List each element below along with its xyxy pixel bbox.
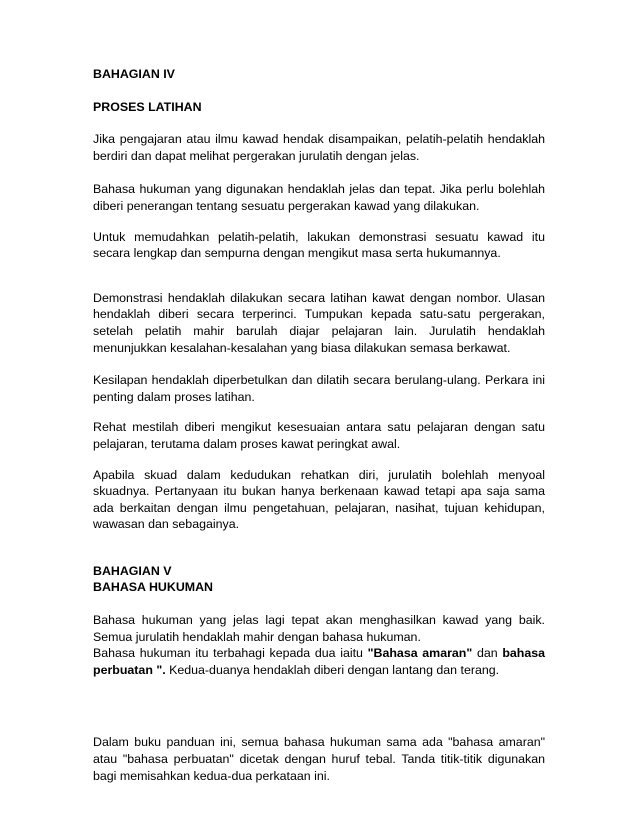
paragraph-4-7: Apabila skuad dalam kedudukan rehatkan diri, jurulatih bolehlah menyoal skuadnya. Pertanyaan itu bukan hanya berkenaan kawad tetapi apa saja sama ada berkaitan dengan ilmu pengetahuan, pelajaran, nasihat, tujuan kehidupan, wawasan dan sebagainya.: [93, 467, 545, 532]
paragraph-4-2: Bahasa hukuman yang digunakan hendaklah jelas dan tepat. Jika perlu bolehlah diberi penerangan tentang sesuatu pergerakan kawad yang dilakukan.: [93, 182, 545, 213]
bahasa-amaran-label: "Bahasa amaran": [367, 646, 473, 661]
paragraph-5-2: Dalam buku panduan ini, semua bahasa hukuman sama ada "bahasa amaran" atau "bahasa perbuatan" dicetak dengan huruf tebal. Tanda titik-titik digunakan bagi memisahkan kedua-dua perkataan ini.: [93, 735, 545, 783]
paragraph-5-1-suffix: Kedua-duanya hendaklah diberi dengan lantang dan terang.: [165, 662, 500, 677]
paragraph-4-1: Jika pengajaran atau ilmu kawad hendak disampaikan, pelatih-pelatih hendaklah berdiri dan dapat melihat pergerakan jurulatih dengan jelas.: [93, 132, 545, 163]
paragraph-5-1-prefix: Bahasa hukuman itu terbahagi kepada dua iaitu: [93, 646, 368, 661]
paragraph-5-1-mid: dan: [472, 646, 503, 661]
document-page: [93, 66, 545, 784]
paragraph-5-1: [93, 612, 545, 678]
section-5-subtitle: BAHASA HUKUMAN: [93, 580, 213, 595]
paragraph-4-5: Kesilapan hendaklah diperbetulkan dan dilatih secara berulang-ulang. Perkara ini penting dalam proses latihan.: [93, 373, 545, 404]
bahasa-perbuatan-label: bahasa perbuatan ".: [93, 646, 546, 677]
section-4-subtitle: PROSES LATIHAN: [93, 99, 202, 114]
paragraph-4-6: Rehat mestilah diberi mengikut kesesuaian antara satu pelajaran dengan satu pelajaran, terutama dalam proses kawat peringkat awal.: [93, 420, 545, 451]
paragraph-4-3: Untuk memudahkan pelatih-pelatih, lakukan demonstrasi sesuatu kawad itu secara lengkap dan sempurna dengan mengikut masa serta hukumannya.: [93, 229, 545, 261]
paragraph-4-4: Demonstrasi hendaklah dilakukan secara latihan kawat dengan nombor. Ulasan hendaklah diberi secara terperinci. Tumpukan kepada satu-satu pergerakan, setelah pelatih mahir barulah diajar pelajaran lain. Jurulatih hendaklah menunjukkan kesalahan-kesalahan yang biasa dilakukan semasa berkawat.: [93, 290, 545, 355]
section-4-title: BAHAGIAN IV: [93, 67, 175, 81]
section-5-title: BAHAGIAN V: [93, 563, 172, 578]
paragraph-5-1-line1: Bahasa hukuman yang jelas lagi tepat akan menghasilkan kawad yang baik. Semua jurulatih hendaklah mahir dengan bahasa hukuman.: [93, 613, 545, 644]
